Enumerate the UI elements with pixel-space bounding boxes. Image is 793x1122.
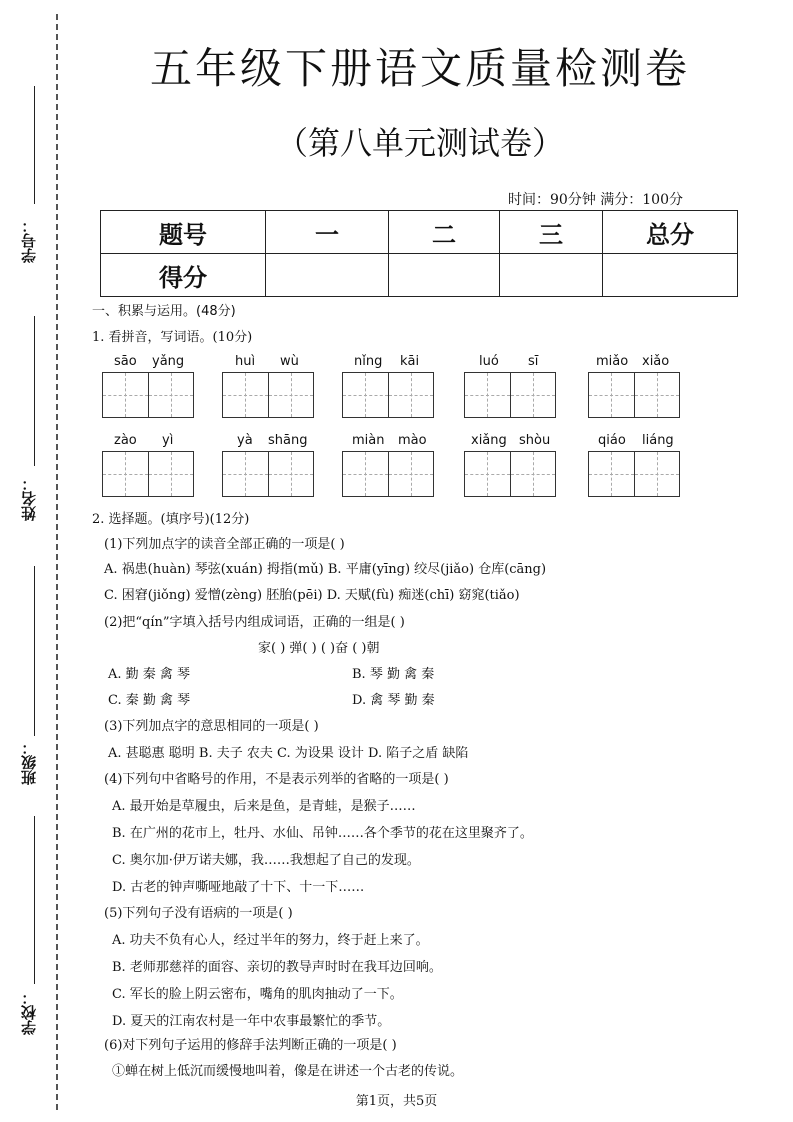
writing-box[interactable]: [588, 372, 680, 418]
option-d: D. 夏天的江南农村是一年中农事最繁忙的季节。: [112, 1014, 391, 1029]
pinyin: miǎo: [596, 354, 629, 369]
writing-box[interactable]: [342, 451, 434, 497]
student-id-label: 学号：: [20, 218, 38, 263]
writing-box[interactable]: [464, 451, 556, 497]
writing-box[interactable]: [464, 372, 556, 418]
section-title: 一、积累与运用。(48分): [92, 304, 236, 319]
pinyin: xiǎo: [642, 354, 670, 369]
pinyin: liáng: [642, 433, 674, 448]
time-info: 时间：90分钟 满分：100分: [508, 192, 683, 208]
option-d: D. 古老的钟声嘶哑地敲了十下、十一下……: [112, 880, 365, 895]
class-line: [34, 566, 35, 736]
sub-question: (4)下列句中省略号的作用，不是表示列举的省略的一项是( ): [104, 772, 449, 787]
pinyin: shòu: [519, 433, 551, 448]
writing-box[interactable]: [222, 451, 314, 497]
pinyin: xiǎng: [471, 433, 507, 448]
writing-box[interactable]: [342, 372, 434, 418]
score-table-header-cell: 一: [266, 211, 389, 254]
option-b: B. 琴 勤 禽 秦: [352, 667, 435, 682]
writing-box[interactable]: [102, 451, 194, 497]
option-d: D. 禽 琴 勤 秦: [352, 693, 435, 708]
name-label: 姓名：: [20, 476, 38, 521]
pinyin: yà: [237, 433, 253, 448]
option-line: A. 祸患(huàn) 琴弦(xuán) 拇指(mǔ) B. 平庸(yīng) 绞尽(jiǎo) 仓库(cāng): [104, 562, 547, 577]
pinyin: mào: [398, 433, 427, 448]
fill-line: 家( ) 弹( ) ( )奋 ( )朝: [258, 641, 380, 656]
option-c: C. 军长的脸上阴云密布，嘴角的肌肉抽动了一下。: [112, 987, 403, 1002]
option-line: C. 困窘(jiǒng) 爱憎(zèng) 胚胎(pēi) D. 天赋(fù) 痴迷(chī) 窈窕(tiǎo): [104, 588, 520, 603]
pinyin: sāo: [114, 354, 137, 369]
school-label: 学校：: [20, 990, 38, 1035]
question-2-title: 2. 选择题。(填序号)(12分): [92, 512, 250, 527]
sentence-1: ①蝉在树上低沉而缓慢地叫着，像是在讲述一个古老的传说。: [112, 1064, 464, 1079]
score-table-header-cell: 总分: [603, 211, 738, 254]
option-a: A. 勤 秦 禽 琴: [108, 667, 191, 682]
score-row-label: 得分: [101, 254, 266, 297]
sub-question: (2)把“qín”字填入括号内组成词语，正确的一组是( ): [104, 615, 405, 630]
page-footer: 第1页，共5页: [355, 1094, 438, 1109]
writing-box[interactable]: [588, 451, 680, 497]
class-label: 班级：: [20, 740, 38, 785]
pinyin: shāng: [268, 433, 308, 448]
option-b: B. 在广州的花市上，牡丹、水仙、吊钟……各个季节的花在这里聚齐了。: [112, 826, 533, 841]
score-cell[interactable]: [500, 254, 603, 297]
pinyin: nǐng: [354, 354, 383, 369]
sub-question: (3)下列加点字的意思相同的一项是( ): [104, 719, 319, 734]
page-title: 五年级下册语文质量检测卷: [149, 44, 690, 93]
pinyin: yǎng: [152, 354, 185, 369]
score-table: [100, 210, 738, 297]
student-id-line: [34, 86, 35, 204]
writing-box[interactable]: [222, 372, 314, 418]
pinyin: wù: [280, 354, 299, 369]
option-c: C. 秦 勤 禽 琴: [108, 693, 191, 708]
option-b: B. 老师那慈祥的面容、亲切的教导声时时在我耳边回响。: [112, 960, 442, 975]
score-table-header-cell: 三: [500, 211, 603, 254]
pinyin: luó: [479, 354, 499, 369]
score-table-header-cell: 题号: [101, 211, 266, 254]
pinyin: zào: [114, 433, 137, 448]
option-line: A. 甚聪惠 聪明 B. 夫子 农夫 C. 为设果 设计 D. 陷子之盾 缺陷: [108, 746, 469, 761]
pinyin: yì: [162, 433, 174, 448]
sub-question: (6)对下列句子运用的修辞手法判断正确的一项是( ): [104, 1038, 397, 1053]
sub-question: (1)下列加点字的读音全部正确的一项是( ): [104, 537, 345, 552]
pinyin: sī: [528, 354, 539, 369]
school-line: [34, 816, 35, 984]
score-cell[interactable]: [266, 254, 389, 297]
option-c: C. 奥尔加·伊万诺夫娜，我……我想起了自己的发现。: [112, 853, 420, 868]
score-table-header-cell: 二: [389, 211, 500, 254]
name-line: [34, 316, 35, 466]
writing-box[interactable]: [102, 372, 194, 418]
score-cell[interactable]: [603, 254, 738, 297]
pinyin: kāi: [400, 354, 420, 369]
sub-question: (5)下列句子没有语病的一项是( ): [104, 906, 293, 921]
option-a: A. 功夫不负有心人，经过半年的努力，终于赶上来了。: [112, 933, 429, 948]
option-a: A. 最开始是草履虫，后来是鱼，是青蛙，是猴子……: [112, 799, 416, 814]
score-cell[interactable]: [389, 254, 500, 297]
page-subtitle: （第八单元测试卷）: [275, 124, 564, 162]
pinyin: qiáo: [598, 433, 626, 448]
binding-dashed-line: [56, 14, 58, 1110]
pinyin: miàn: [352, 433, 385, 448]
pinyin: huì: [235, 354, 256, 369]
question-1-title: 1. 看拼音，写词语。(10分): [92, 330, 253, 345]
